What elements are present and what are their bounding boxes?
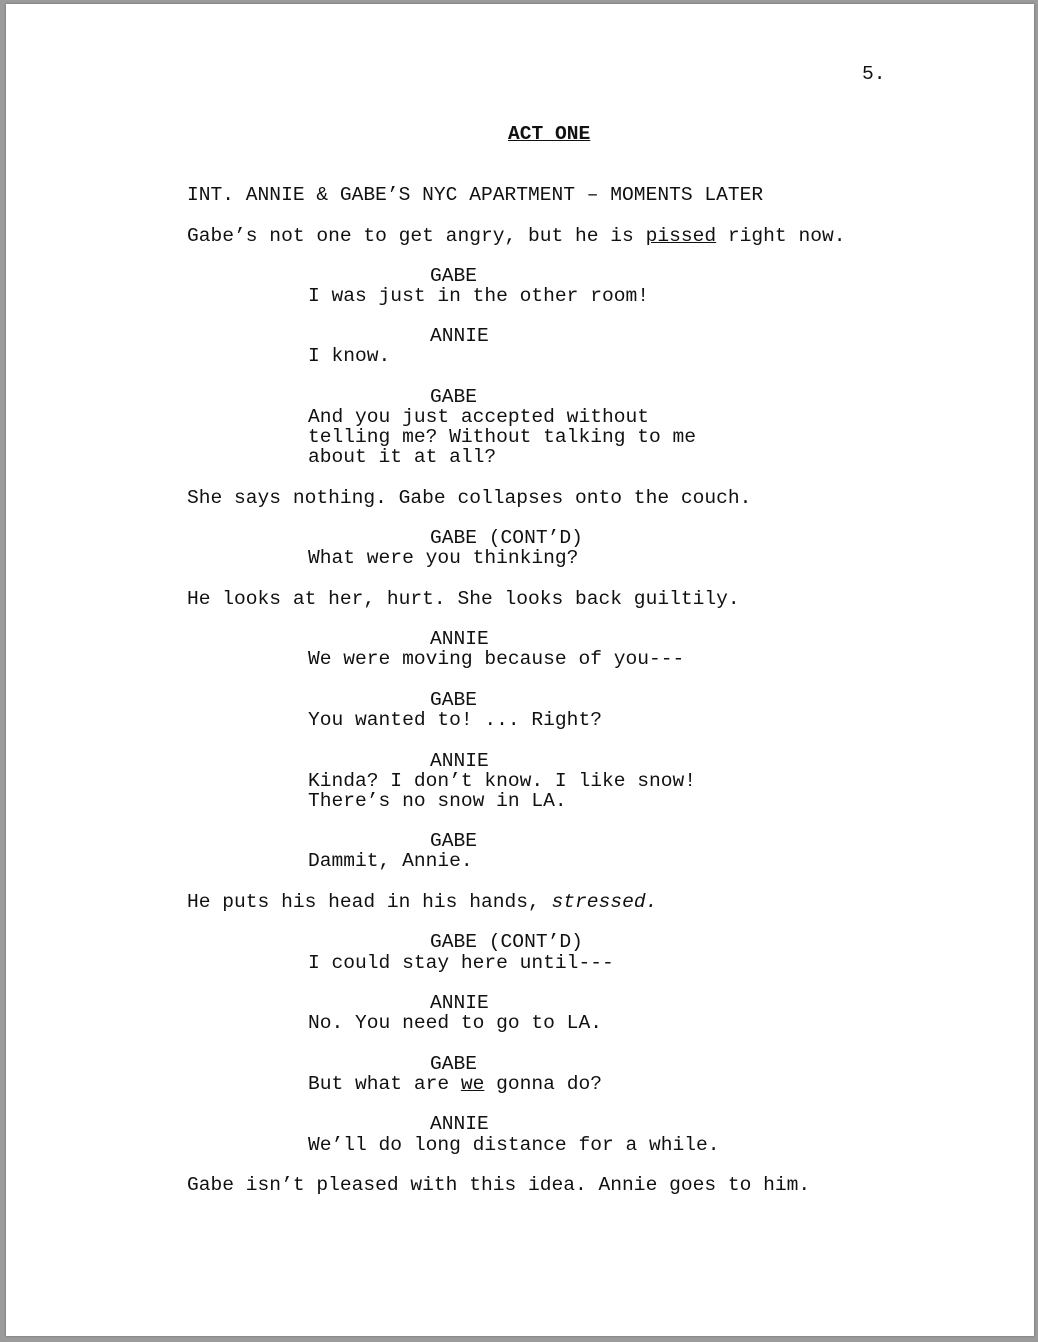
act-title: ACT ONE: [508, 123, 591, 145]
action-line: She says nothing. Gabe collapses onto the couch.: [187, 487, 752, 509]
emphasis-text: we: [460, 1073, 485, 1095]
emphasis-text: stressed.: [551, 891, 658, 913]
dialogue-line: You wanted to! ... Right?: [308, 709, 602, 731]
dialogue-line: I was just in the other room!: [308, 285, 649, 307]
dialogue-line: I could stay here until---: [308, 952, 614, 974]
dialogue-line: Kinda? I don’t know. I like snow!: [308, 770, 697, 792]
emphasis-text: pissed: [645, 225, 717, 247]
action-line: [187, 226, 845, 246]
dialogue-line: No. You need to go to LA.: [308, 1012, 602, 1034]
character-name: GABE: [430, 689, 478, 711]
scene-heading: INT. ANNIE & GABE’S NYC APARTMENT – MOMENTS LATER: [187, 184, 764, 206]
dialogue-line: Dammit, Annie.: [308, 850, 473, 872]
character-name: ANNIE: [430, 992, 489, 1014]
action-line: He looks at her, hurt. She looks back guiltily.: [187, 588, 740, 610]
dialogue-text: But what are: [308, 1073, 461, 1095]
script-page: [6, 4, 1034, 1336]
dialogue-line: We were moving because of you---: [308, 648, 685, 670]
action-line: [187, 892, 657, 912]
dialogue-line: There’s no snow in LA.: [308, 790, 567, 812]
character-name: GABE: [430, 265, 478, 287]
character-name: ANNIE: [430, 325, 489, 347]
action-text: Gabe’s not one to get angry, but he is: [187, 225, 646, 247]
dialogue-line: telling me? Without talking to me: [308, 426, 697, 448]
character-name: GABE: [430, 1053, 478, 1075]
dialogue-text: gonna do?: [484, 1073, 602, 1095]
dialogue-line: about it at all?: [308, 446, 497, 468]
dialogue-line: What were you thinking?: [308, 547, 579, 569]
action-text: right now.: [716, 225, 846, 247]
page-number: 5.: [862, 63, 886, 85]
character-name: GABE: [430, 830, 478, 852]
character-name: ANNIE: [430, 1113, 489, 1135]
character-name: ANNIE: [430, 750, 489, 772]
dialogue-line: [308, 1074, 602, 1094]
action-text: He puts his head in his hands,: [187, 891, 552, 913]
character-name: ANNIE: [430, 628, 489, 650]
character-name: GABE: [430, 386, 478, 408]
dialogue-line: We’ll do long distance for a while.: [308, 1134, 720, 1156]
action-line: Gabe isn’t pleased with this idea. Annie goes to him.: [187, 1174, 811, 1196]
dialogue-line: And you just accepted without: [308, 406, 649, 428]
dialogue-line: I know.: [308, 345, 391, 367]
character-name: GABE (CONT’D): [430, 931, 583, 953]
character-name: GABE (CONT’D): [430, 527, 583, 549]
